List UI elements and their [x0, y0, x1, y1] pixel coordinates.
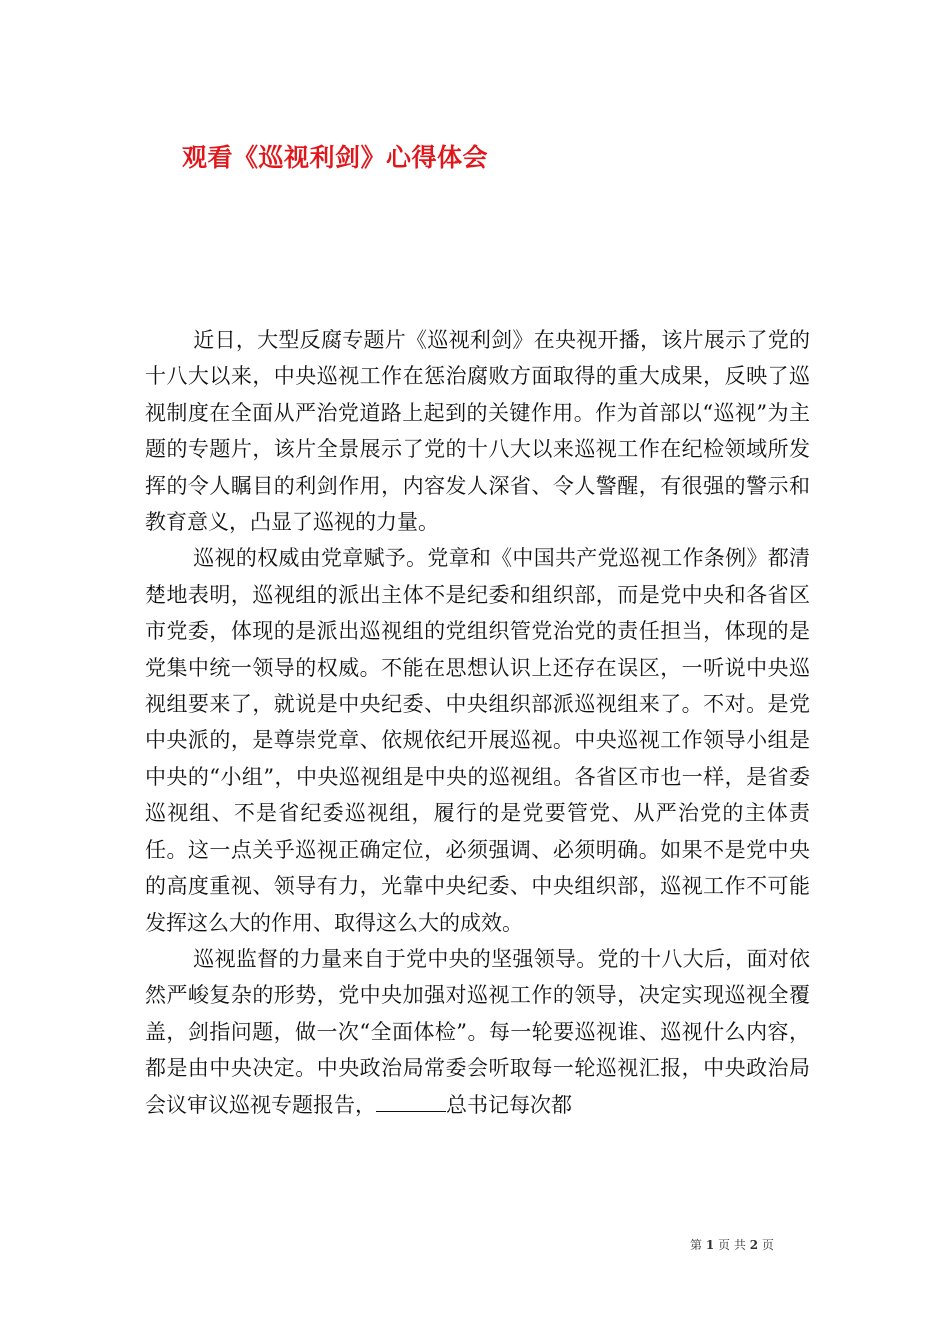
page-title: 观看《巡视利剑》心得体会: [182, 143, 489, 172]
paragraph-3: [145, 941, 810, 1123]
fill-in-blank: [376, 1090, 446, 1112]
current-page-number: 1: [705, 1238, 715, 1252]
paragraph-2: 巡视的权威由党章赋予。党章和《中国共产党巡视工作条例》都清楚地表明，巡视组的派出主体不是纪委和组织部，而是党中央和各省区市党委，体现的是派出巡视组的党组织管党治党的责任担当，体现的是党集中统一领导的权威。不能在思想认识上还存在误区，一听说中央巡视组要来了，就说是中央纪委、中央组织部派巡视组来了。不对。是党中央派的，是尊崇党章、依规依纪开展巡视。中央巡视工作领导小组是中央的“小组”，中央巡视组是中央的巡视组。各省区市也一样，是省委巡视组、不是省纪委巡视组，履行的是党要管党、从严治党的主体责任。这一点关乎巡视正确定位，必须强调、必须明确。如果不是党中央的高度重视、领导有力，光靠中央纪委、中央组织部，巡视工作不可能发挥这么大的作用、取得这么大的成效。: [145, 546, 810, 935]
document-body: [145, 322, 810, 1123]
footer-suffix: 页: [761, 1238, 774, 1252]
paragraph-3-text-after-blank: 总书记每次都: [446, 1092, 572, 1117]
page-number-footer: [690, 1236, 810, 1253]
paragraph-1: 近日，大型反腐专题片《巡视利剑》在央视开播，该片展示了党的十八大以来，中央巡视工作在惩治腐败方面取得的重大成果，反映了巡视制度在全面从严治党道路上起到的关键作用。作为首部以“巡视”为主题的专题片，该片全景展示了党的十八大以来巡视工作在纪检领域所发挥的令人瞩目的利剑作用，内容发人深省、令人警醒，有很强的警示和教育意义，凸显了巡视的力量。: [145, 328, 810, 535]
total-page-count: 2: [749, 1238, 759, 1252]
footer-middle: 页 共: [718, 1238, 746, 1252]
footer-prefix: 第: [690, 1238, 703, 1252]
paragraph-3-text-before-blank: 巡视监督的力量来自于党中央的坚强领导。党的十八大后，面对依然严峻复杂的形势，党中央加强对巡视工作的领导，决定实现巡视全覆盖，剑指问题，做一次“全面体检”。每一轮要巡视谁、巡视什么内容，都是由中央决定。中央政治局常委会听取每一轮巡视汇报，中央政治局会议审议巡视专题报告，: [145, 946, 810, 1117]
